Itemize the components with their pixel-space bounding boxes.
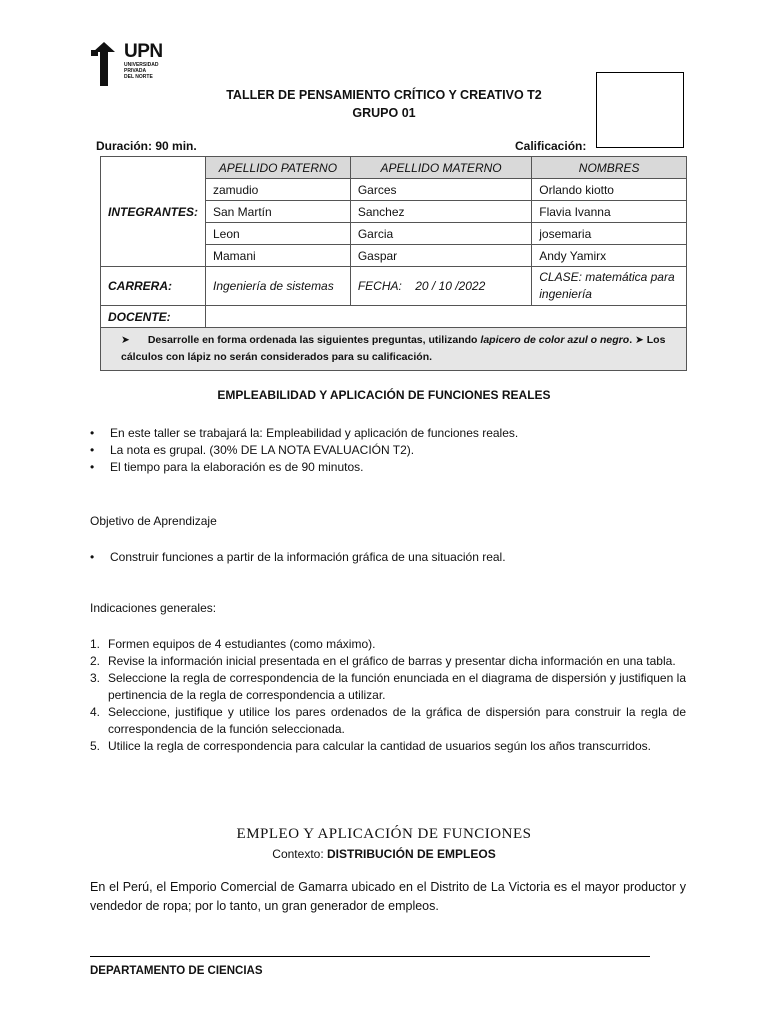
member-nombres: Flavia Ivanna — [532, 201, 687, 223]
fecha-label: FECHA: — [357, 279, 402, 293]
integrantes-table — [100, 156, 687, 371]
list-item: • En este taller se trabajará la: Empleabilidad y aplicación de funciones reales. — [90, 425, 686, 442]
member-nombres: Orlando kiotto — [532, 179, 687, 201]
grade-label: Calificación: — [515, 139, 587, 153]
fecha-cell — [350, 267, 531, 306]
list-item: • Construir funciones a partir de la información gráfica de una situación real. — [90, 549, 686, 566]
list-item: 3. Seleccione la regla de correspondencia de la función enunciada en el diagrama de dispersión y justifiquen la pertinencia de la regla de correspondencia a utilizar. — [90, 671, 686, 702]
logo-wordmark: UPN — [124, 41, 163, 62]
header-apellido-materno: APELLIDO MATERNO — [350, 157, 531, 179]
indications-list — [90, 636, 686, 755]
member-paterno: Leon — [206, 223, 351, 245]
list-item: • El tiempo para la elaboración es de 90 minutos. — [90, 459, 686, 476]
fecha-value: 20 / 10 /2022 — [415, 279, 486, 293]
arrow-icon: ➤ — [121, 334, 130, 346]
list-item: 5. Utilice la regla de correspondencia para calcular la cantidad de usuarios según los años transcurridos. — [90, 739, 651, 753]
docente-value — [206, 306, 687, 328]
member-nombres: Andy Yamirx — [532, 245, 687, 267]
header-nombres: NOMBRES — [532, 157, 687, 179]
list-item: 2. Revise la información inicial presentada en el gráfico de barras y presentar dicha información en una tabla. — [90, 654, 676, 668]
list-item: 4. Seleccione, justifique y utilice los pares ordenados de la gráfica de dispersión para construir la regla de correspondencia de la función seleccionada. — [90, 705, 686, 736]
member-materno: Sanchez — [350, 201, 531, 223]
list-item: • La nota es grupal. (30% DE LA NOTA EVALUACIÓN T2). — [90, 442, 686, 459]
objective-heading: Objetivo de Aprendizaje — [90, 514, 217, 528]
docente-label: DOCENTE: — [101, 306, 206, 328]
context-title: EMPLEO Y APLICACIÓN DE FUNCIONES — [236, 826, 532, 842]
logo-subtitle: UNIVERSIDAD PRIVADA DEL NORTE — [124, 62, 159, 80]
group-label: GRUPO 01 — [352, 106, 416, 120]
list-item: 1. Formen equipos de 4 estudiantes (como máximo). — [90, 637, 376, 651]
footer-divider — [90, 956, 650, 957]
clase-label: CLASE: — [539, 270, 582, 284]
objective-list — [90, 549, 686, 566]
member-paterno: Mamani — [206, 245, 351, 267]
member-paterno: San Martín — [206, 201, 351, 223]
instructions-note: ➤ Desarrolle en forma ordenada las siguientes preguntas, utilizando lapicero de color azul o negro. ➤ Los cálculos con lápiz no serán considerados para su calificación. — [101, 328, 687, 371]
carrera-label: CARRERA: — [101, 267, 206, 306]
page-title: TALLER DE PENSAMIENTO CRÍTICO Y CREATIVO T2 — [226, 88, 542, 102]
member-paterno: zamudio — [206, 179, 351, 201]
member-nombres: josemaria — [532, 223, 687, 245]
clase-value: matemática para ingeniería — [539, 270, 675, 301]
header-apellido-paterno: APELLIDO PATERNO — [206, 157, 351, 179]
upn-logo-icon — [90, 42, 120, 86]
intro-bullets — [90, 425, 686, 476]
carrera-value: Ingeniería de sistemas — [206, 267, 351, 306]
member-materno: Garces — [350, 179, 531, 201]
context-subtitle: Contexto: DISTRIBUCIÓN DE EMPLEOS — [272, 847, 496, 861]
member-materno: Gaspar — [350, 245, 531, 267]
section-title: EMPLEABILIDAD Y APLICACIÓN DE FUNCIONES REALES — [217, 388, 551, 402]
context-paragraph: En el Perú, el Emporio Comercial de Gamarra ubicado en el Distrito de La Victoria es el mayor productor y vendedor de ropa; por lo tanto, un gran generador de empleos. — [90, 880, 686, 913]
integrantes-label: INTEGRANTES: — [101, 157, 206, 267]
clase-cell — [532, 267, 687, 306]
member-materno: Garcia — [350, 223, 531, 245]
footer-department: DEPARTAMENTO DE CIENCIAS — [90, 965, 263, 977]
duration-label: Duración: 90 min. — [96, 139, 197, 153]
indications-heading: Indicaciones generales: — [90, 601, 217, 615]
